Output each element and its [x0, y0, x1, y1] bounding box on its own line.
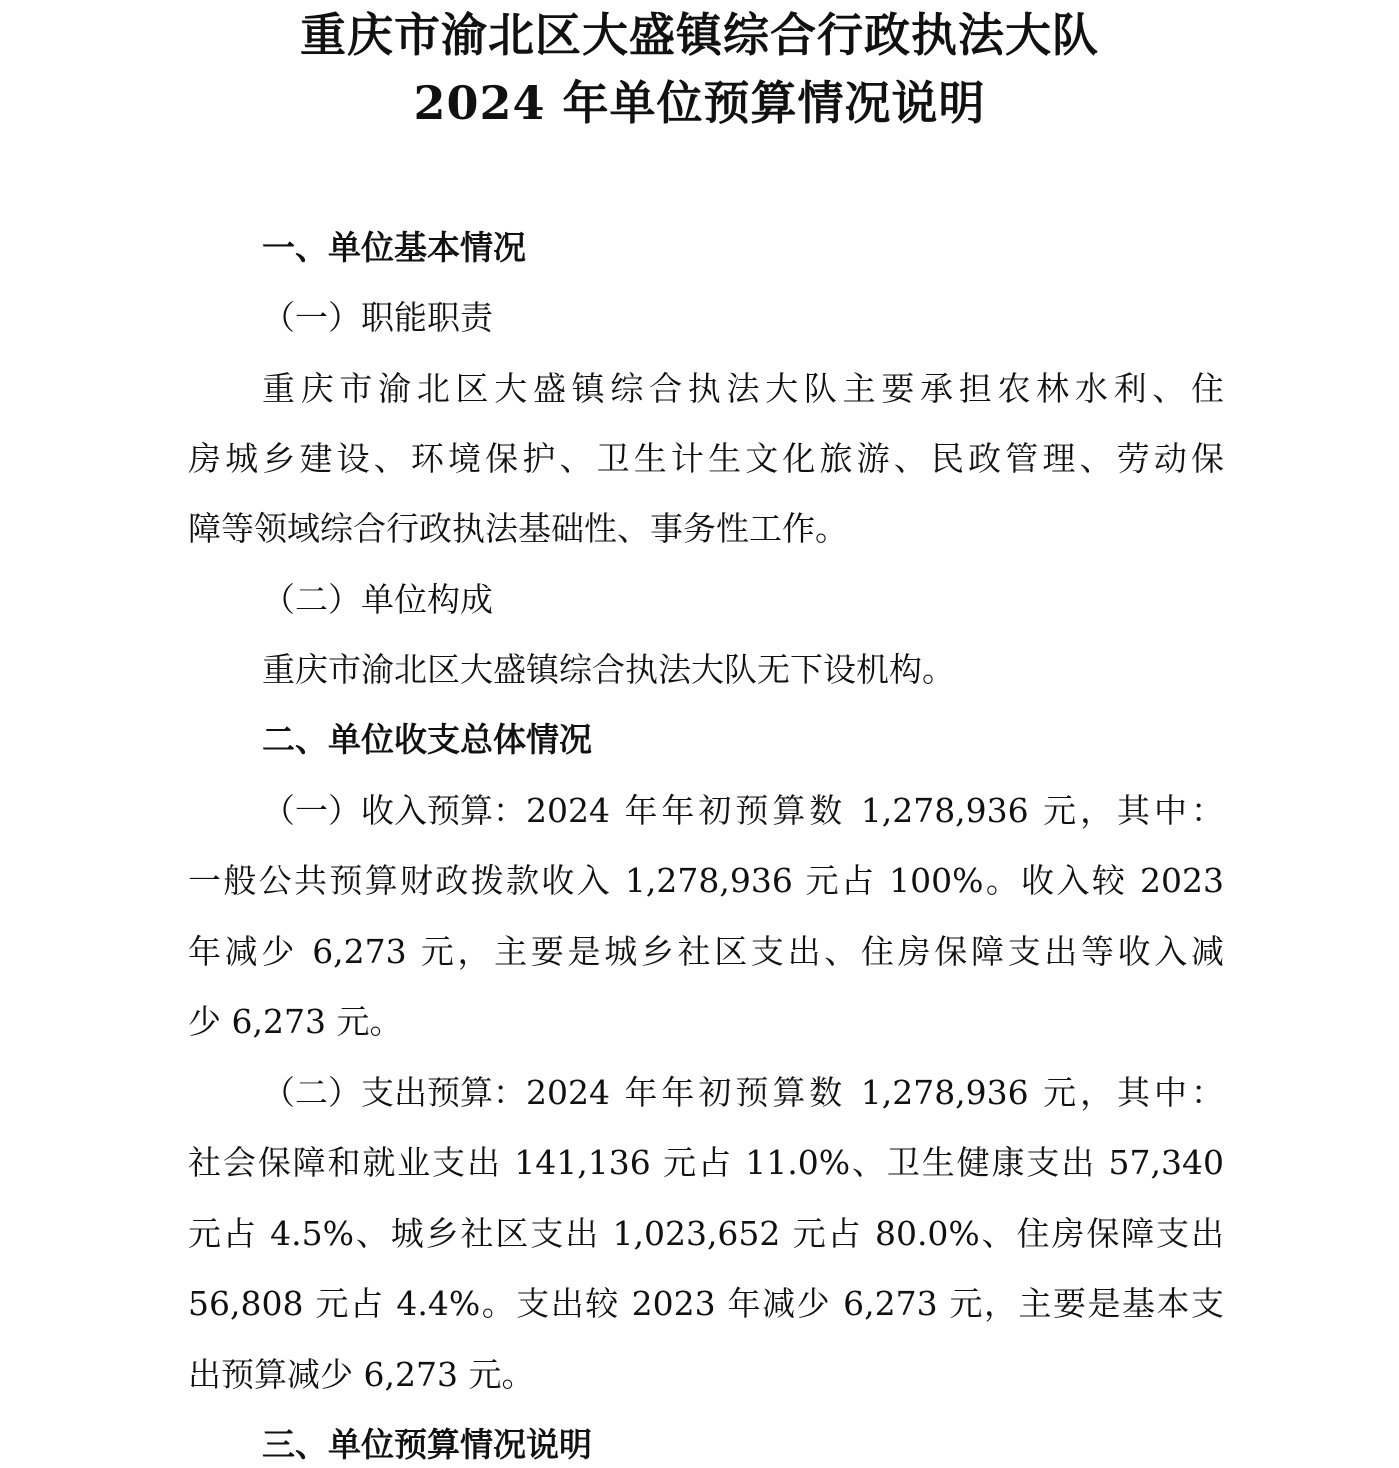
- expense-first-line: [262, 1071, 1224, 1115]
- paragraph-line: 年减少 6,273 元，主要是城乡社区支出、住房保障支出等收入减: [188, 932, 1224, 971]
- section1-sub1-heading: （一）职能职责: [262, 298, 493, 337]
- paragraph-line: 元占 4.5%、城乡社区支出 1,023,652 元占 80.0%、住房保障支出: [188, 1214, 1224, 1253]
- paragraph-line: 出预算减少 6,273 元。: [188, 1355, 535, 1394]
- section1-heading: 一、单位基本情况: [262, 228, 526, 267]
- paragraph-line: 56,808 元占 4.4%。支出较 2023 年减少 6,273 元，主要是基本支: [188, 1284, 1224, 1323]
- paragraph-line: 重庆市渝北区大盛镇综合执法大队主要承担农林水利、住: [262, 369, 1224, 408]
- paragraph-line: 社会保障和就业支出 141,136 元占 11.0%、卫生健康支出 57,340: [188, 1143, 1224, 1182]
- document-title-line1: 重庆市渝北区大盛镇综合行政执法大队: [300, 8, 1099, 62]
- paragraph-line: 一般公共预算财政拨款收入 1,278,936 元占 100%。收入较 2023: [188, 861, 1224, 900]
- section1-sub2-heading: （二）单位构成: [262, 580, 493, 619]
- paragraph-line: 少 6,273 元。: [188, 1002, 403, 1041]
- expense-label: （二）支出预算：: [262, 1073, 526, 1112]
- income-label: （一）收入预算：: [262, 791, 526, 830]
- paragraph-line: 障等领域综合行政执法基础性、事务性工作。: [188, 509, 848, 548]
- paragraph-line: 重庆市渝北区大盛镇综合执法大队无下设机构。: [262, 650, 955, 689]
- paragraph-line: 房城乡建设、环境保护、卫生计生文化旅游、民政管理、劳动保: [188, 439, 1224, 478]
- section3-heading: 三、单位预算情况说明: [262, 1425, 592, 1464]
- paragraph-line: 2024 年年初预算数 1,278,936 元，其中：: [526, 791, 1224, 830]
- section2-heading: 二、单位收支总体情况: [262, 720, 592, 759]
- paragraph-line: 2024 年年初预算数 1,278,936 元，其中：: [526, 1073, 1224, 1112]
- income-first-line: [262, 789, 1224, 833]
- document-title-line2: 2024 年单位预算情况说明: [413, 76, 986, 130]
